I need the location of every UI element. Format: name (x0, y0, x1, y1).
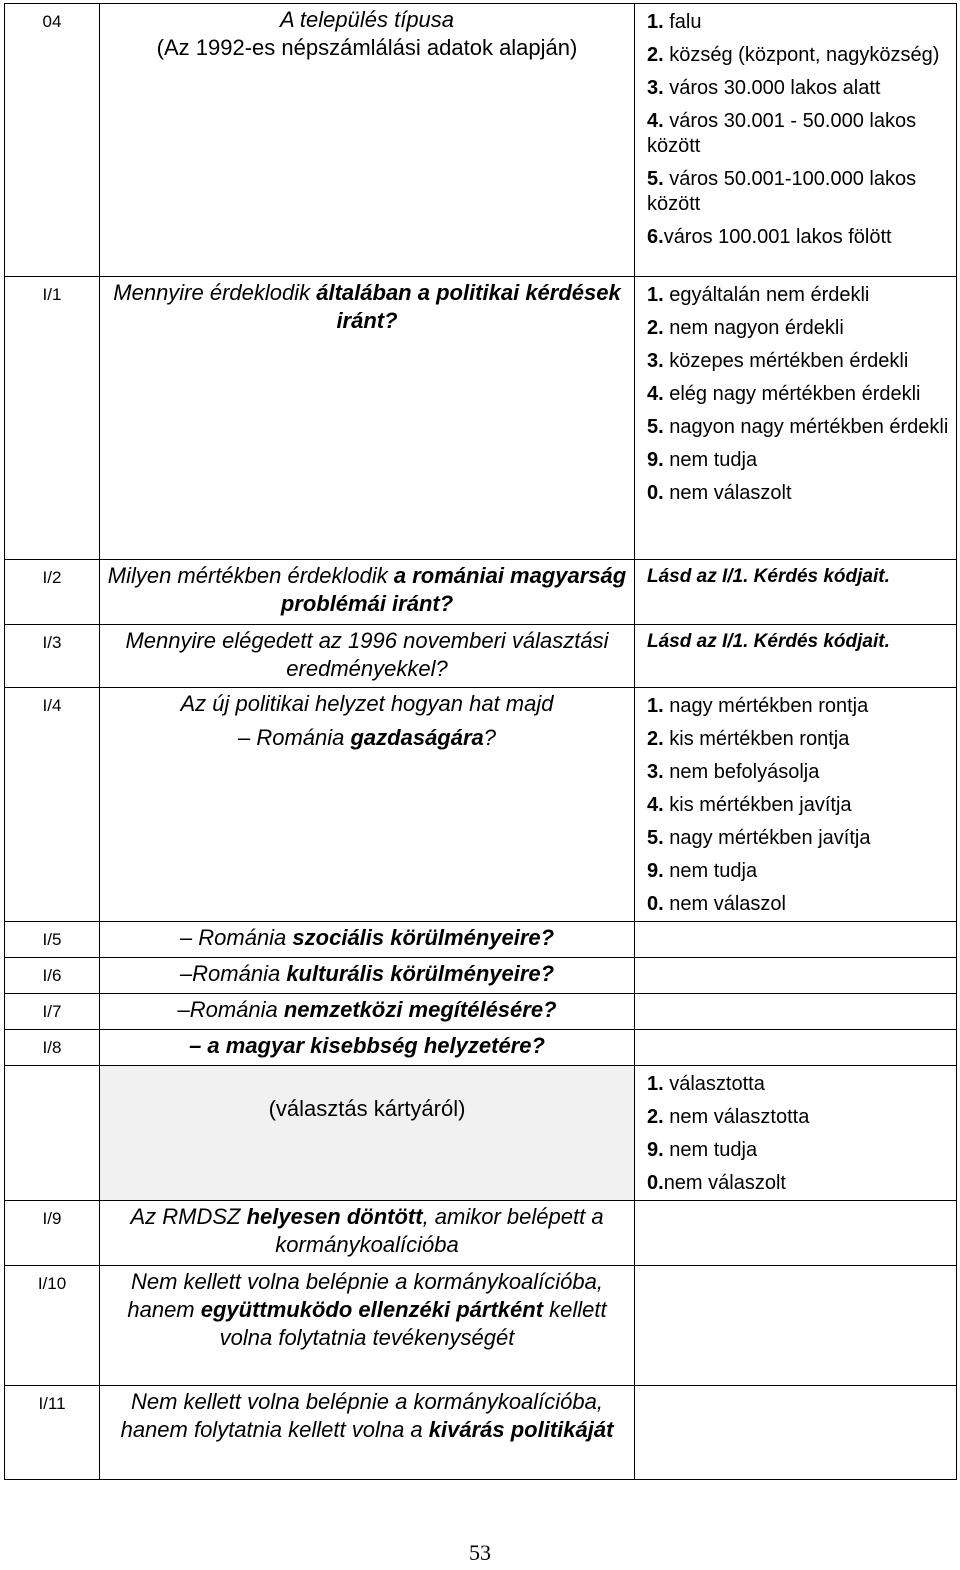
code-reference: Lásd az I/1. Kérdés kódjait. (635, 560, 957, 625)
question-text: Az RMDSZ helyesen döntött, amikor belépett a kormánykoalícióba (100, 1201, 635, 1266)
question-code: I/6 (5, 958, 100, 994)
answer-option: 1. egyáltalán nem érdekli (647, 284, 870, 306)
question-code: I/2 (5, 560, 100, 625)
answer-list (635, 4, 957, 277)
page-number: 53 (469, 1540, 491, 1565)
table-row (5, 1266, 957, 1386)
question-text: Nem kellett volna belépnie a kormánykoalícióba, hanem folytatnia kellett volna a kivárás politikáját (100, 1386, 635, 1480)
table-row (5, 4, 957, 277)
question-code: I/10 (5, 1266, 100, 1386)
empty-cell (635, 922, 957, 958)
question-code: I/7 (5, 994, 100, 1030)
answer-option: 9. nem tudja (647, 860, 758, 882)
table-row (5, 625, 957, 688)
answer-option: 6.város 100.001 lakos fölött (647, 226, 892, 248)
empty-cell (635, 958, 957, 994)
card-choice-note: (választás kártyáról) (268, 1096, 466, 1121)
answer-option: 2. község (központ, nagyközség) (647, 44, 940, 66)
question-text: – Románia szociális körülményeire? (100, 922, 635, 958)
answer-list (635, 688, 957, 922)
answer-option: 0. nem válaszolt (647, 482, 792, 504)
code-reference: Lásd az I/1. Kérdés kódjait. (635, 625, 957, 688)
table-row (5, 1386, 957, 1480)
table-row (5, 1066, 957, 1201)
answer-option: 5. város 50.001-100.000 lakos között (647, 168, 917, 215)
answer-option: 2. kis mértékben rontja (647, 728, 850, 750)
question-text (100, 4, 635, 277)
answer-option: 1. falu (647, 11, 702, 33)
question-code: I/9 (5, 1201, 100, 1266)
question-text: Nem kellett volna belépnie a kormánykoalícióba, hanem együttmuködo ellenzéki pártként kellett volna folytatnia tevékenységét (100, 1266, 635, 1386)
table-row (5, 958, 957, 994)
table-row (5, 277, 957, 560)
note-cell (100, 1066, 635, 1201)
answer-option: 9. nem tudja (647, 1139, 758, 1161)
answer-option: 3. nem befolyásolja (647, 761, 820, 783)
answer-option: 5. nagyon nagy mértékben érdekli (647, 416, 949, 438)
question-text: Milyen mértékben érdeklodik a romániai magyarság problémái iránt? (100, 560, 635, 625)
table-row (5, 560, 957, 625)
answer-option: 2. nem nagyon érdekli (647, 317, 844, 339)
question-text: –Románia kulturális körülményeire? (100, 958, 635, 994)
answer-option: 1. választotta (647, 1073, 765, 1095)
answer-list (635, 277, 957, 560)
question-code: I/5 (5, 922, 100, 958)
question-code: I/3 (5, 625, 100, 688)
table-row (5, 1201, 957, 1266)
question-text (100, 688, 635, 922)
table-row (5, 688, 957, 922)
answer-option: 0.nem válaszolt (647, 1172, 786, 1194)
question-subitem: – Románia gazdaságára? (237, 725, 497, 750)
empty-cell (635, 1266, 957, 1386)
question-code: I/1 (5, 277, 100, 560)
question-title: Az új politikai helyzet hogyan hat majd (180, 691, 554, 716)
answer-option: 0. nem válaszol (647, 893, 786, 915)
table-row (5, 994, 957, 1030)
question-code: I/4 (5, 688, 100, 922)
answer-option: 4. kis mértékben javítja (647, 794, 852, 816)
empty-cell (635, 1386, 957, 1480)
question-code (5, 1066, 100, 1201)
answer-option: 2. nem választotta (647, 1106, 810, 1128)
answer-option: 4. elég nagy mértékben érdekli (647, 383, 921, 405)
table-row (5, 922, 957, 958)
question-text: –Románia nemzetközi megítélésére? (100, 994, 635, 1030)
question-code: I/11 (5, 1386, 100, 1480)
empty-cell (635, 1201, 957, 1266)
table-row (5, 1030, 957, 1066)
answer-list (635, 1066, 957, 1201)
question-subtitle: (Az 1992-es népszámlálási adatok alapján) (156, 35, 578, 60)
answer-option: 3. város 30.000 lakos alatt (647, 77, 881, 99)
empty-cell (635, 1030, 957, 1066)
question-title: A település típusa (279, 7, 455, 32)
answer-option: 1. nagy mértékben rontja (647, 695, 869, 717)
question-text: – a magyar kisebbség helyzetére? (100, 1030, 635, 1066)
answer-option: 9. nem tudja (647, 449, 758, 471)
empty-cell (635, 994, 957, 1030)
answer-option: 5. nagy mértékben javítja (647, 827, 871, 849)
answer-option: 4. város 30.001 - 50.000 lakos között (647, 110, 917, 157)
question-text: Mennyire elégedett az 1996 novemberi választási eredményekkel? (100, 625, 635, 688)
question-text: Mennyire érdeklodik általában a politikai kérdések iránt? (100, 277, 635, 560)
questionnaire-table (4, 3, 957, 1480)
question-code: I/8 (5, 1030, 100, 1066)
question-code: 04 (5, 4, 100, 277)
answer-option: 3. közepes mértékben érdekli (647, 350, 909, 372)
